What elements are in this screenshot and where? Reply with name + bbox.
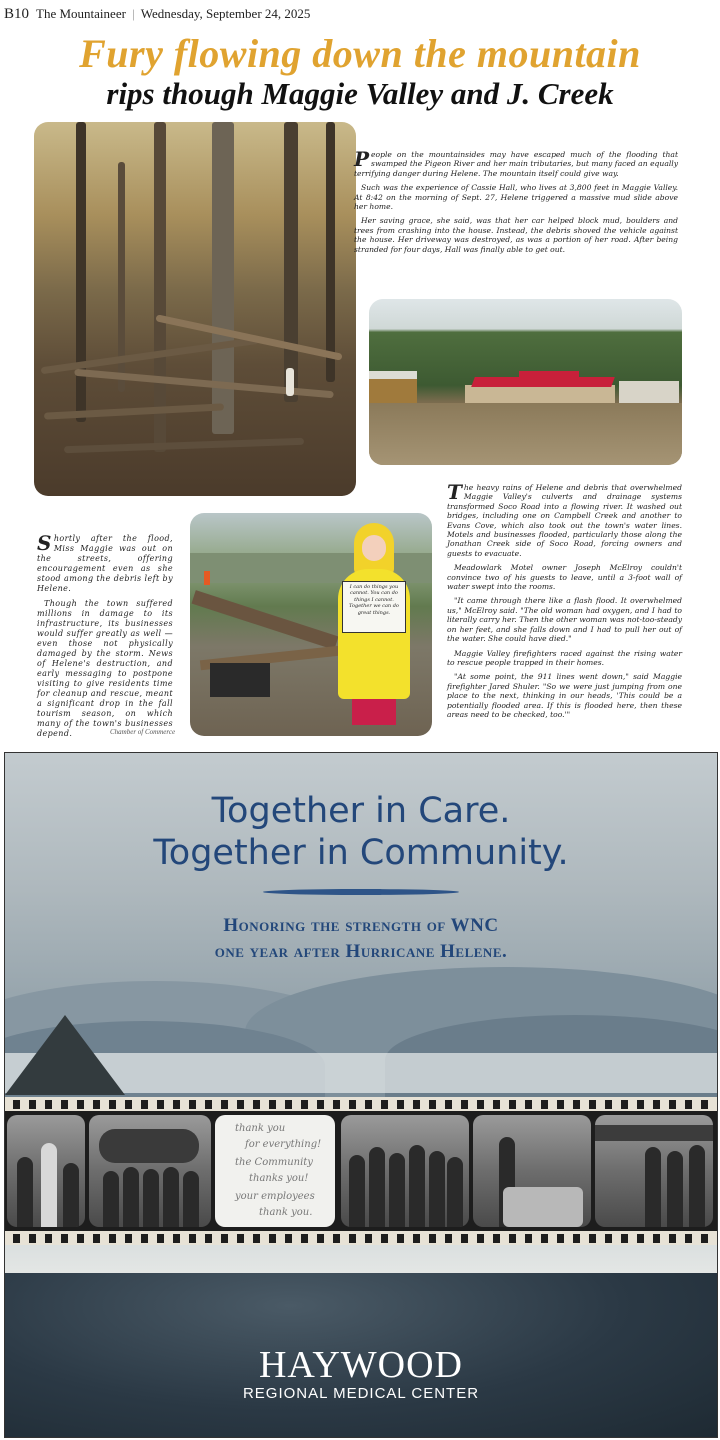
soco-paragraph-1: he heavy rains of Helene and debris that overwhelmed Maggie Valley's culverts and drainage systems transformed Soco Road into a flowing river. It washed out bridges, including one on Campbell Creek and another to Evans Cove, which also took out the town's water lines. Motels and businesses flooded, particularly those along the Jonathan Creek side of Soco Road, forcing owners and guests to evacuate. xyxy=(447,483,682,558)
mudslide-paragraph-1: eople on the mountainsides may have escaped much of the flooding that swamped the Pigeon River and her main tributaries, but many faced an equally terrifying danger during Helene. The mountain itself could give way. xyxy=(354,150,678,178)
mudslide-paragraph-3: Her saving grace, she said, was that her car helped block mud, boulders and trees from crashing into the house. Instead, the debris shoved the vehicle against the house. Her driveway was destroyed, as was a portion of her road. After being stranded for four days, Hall was finally able to get out. xyxy=(354,216,678,254)
sprocket-row-top xyxy=(5,1097,717,1111)
soco-paragraph-2: Meadowlark Motel owner Joseph McElroy couldn't convince two of his guests to leave, until a 3-foot wall of water swept into the rooms. xyxy=(447,563,682,592)
miss-maggie-paragraph-2: Though the town suffered millions in damage to its infrastructure, its businesses would suffer greatly as well — even those not physically damaged by the storm. News of Helene's destruction, and early messaging to postpone visiting to give residents time for cleanup and rescue, meant a significant drop in the fall tourism season, on which many of the town's businesses depend. xyxy=(37,599,173,738)
film-photo-helicopter-crew xyxy=(89,1115,211,1227)
ad-title-line-1: Together in Care. xyxy=(211,791,511,831)
page-number: B10 xyxy=(4,6,30,22)
soco-paragraph-5: "At some point, the 911 lines went down," said Maggie firefighter Jared Shuler. "So we were just jumping from one place to the next, thinking in our heads, 'This could be a potentially flooded area. If this is flooded here, then these areas need to be checked, too.'" xyxy=(447,672,682,719)
film-photo-thank-you-note xyxy=(215,1115,335,1227)
ad-title-line-2: Together in Community. xyxy=(153,833,569,873)
flooded-motel-photo xyxy=(369,299,682,465)
note-line: thank you xyxy=(235,1123,286,1134)
folio xyxy=(4,6,310,23)
headline-line-1: Fury flowing down the mountain xyxy=(79,31,641,76)
note-line: thank you. xyxy=(259,1207,313,1218)
miss-maggie-paragraph-1: hortly after the flood, Miss Maggie was out on the streets, offering encouragement even as she stood among the debris left by Helene. xyxy=(37,534,173,593)
headline-line-2: rips though Maggie Valley and J. Creek xyxy=(106,76,614,111)
mudslide-paragraph-2: Such was the experience of Cassie Hall, who lives at 3,800 feet in Maggie Valley. At 8:42 on the morning of Sept. 27, Helene triggered a massive mud slide above her home. xyxy=(354,183,678,212)
brush-divider xyxy=(263,889,459,895)
film-photo-storefront-staff xyxy=(595,1115,713,1227)
ad-subtitle-line-2: one year after Hurricane Helene. xyxy=(214,941,508,962)
note-line: thanks you! xyxy=(249,1173,309,1184)
folio-separator: | xyxy=(132,6,135,21)
film-photo-supplies xyxy=(473,1115,591,1227)
article-column-miss-maggie xyxy=(37,531,176,744)
encouragement-sign: I can do things you cannot. You can do things I cannot. Together we can do great things. xyxy=(342,581,406,633)
forest-debris-photo xyxy=(34,122,356,496)
film-photo-staff-group xyxy=(341,1115,469,1227)
film-photo-volunteers xyxy=(7,1115,85,1227)
sprocket-row-bottom xyxy=(5,1231,717,1245)
drop-cap: S xyxy=(37,531,52,555)
article-column-mudslide xyxy=(354,147,678,259)
ad-subtitle-line-1: Honoring the strength of WNC xyxy=(223,915,499,936)
drop-cap: T xyxy=(447,480,462,504)
hospital-logo-subtitle: REGIONAL MEDICAL CENTER xyxy=(242,1385,480,1402)
issue-date: Wednesday, September 24, 2025 xyxy=(140,6,311,21)
paper-name: The Mountaineer xyxy=(36,6,126,21)
photo-filmstrip xyxy=(5,1097,717,1245)
note-line: for everything! xyxy=(245,1139,322,1150)
article-column-soco-road xyxy=(447,480,682,724)
miss-maggie-photo xyxy=(190,513,432,736)
hospital-logo-name: HAYWOOD xyxy=(258,1344,464,1386)
note-line: the Community xyxy=(235,1157,313,1168)
drop-cap: P xyxy=(354,147,370,171)
soco-paragraph-4: Maggie Valley firefighters raced against the rising water to rescue people trapped in their homes. xyxy=(447,648,682,667)
note-line: your employees xyxy=(235,1191,315,1202)
hospital-advertisement xyxy=(4,752,718,1438)
soco-paragraph-3: "It came through there like a flash flood. It overwhelmed us," McElroy said. "The old woman had oxygen, and I had to literally carry her. Then the other woman was not-too-steady on her feet, and she falls down and I had to pull her out of the water. She could have died." xyxy=(447,596,682,644)
photo-credit: Chamber of Commerce xyxy=(110,728,176,736)
